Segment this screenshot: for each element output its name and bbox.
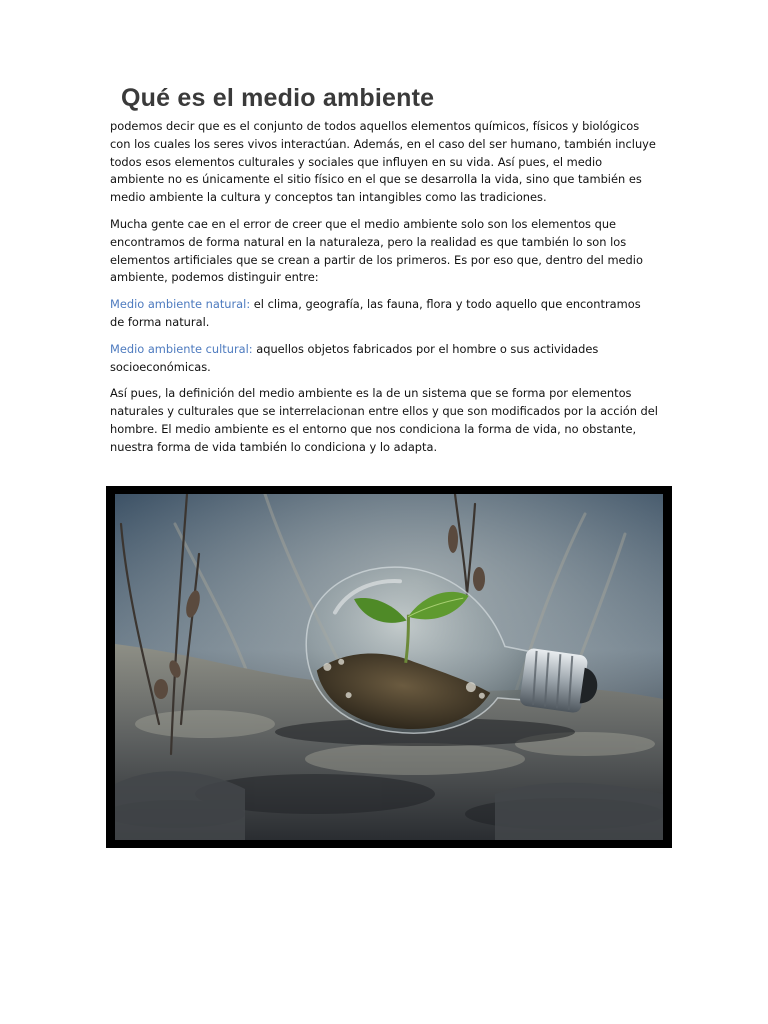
cultural-environment-item: [110, 341, 658, 377]
page-title: Qué es el medio ambiente: [121, 84, 435, 112]
natural-environment-item: [110, 296, 658, 332]
natural-environment-term: Medio ambiente natural:: [110, 297, 251, 312]
intro-paragraph: podemos decir que es el conjunto de todos aquellos elementos químicos, físicos y biológicos con los cuales los seres vivos interactúan. Además, en el caso del ser humano, también incluye todos esos elementos culturales y sociales que influyen en su vida. Así pues, el medio ambiente no es únicamente el sitio físico en el que se desarrolla la vida, sino que también es medio ambiente la cultura y conceptos tan intangibles como las tradiciones.: [110, 119, 656, 205]
document-body: [110, 118, 658, 466]
cultural-environment-text: aquellos objetos fabricados por el hombre o sus actividades socioeconómicas.: [110, 341, 599, 374]
cultural-environment-term: Medio ambiente cultural:: [110, 341, 253, 356]
lightbulb-plant-photo: [115, 494, 663, 840]
distinction-paragraph: Mucha gente cae en el error de creer que el medio ambiente solo son los elementos que encontramos de forma natural en la naturaleza, pero la realidad es que también lo son los elementos artificiales que se crean a partir de los primeros. Es por eso que, dentro del medio ambiente, podemos distinguir entre:: [110, 216, 643, 285]
image-frame: [106, 486, 672, 848]
natural-environment-text: el clima, geografía, las fauna, flora y todo aquello que encontramos de forma natural.: [110, 297, 641, 329]
definition-paragraph: Así pues, la definición del medio ambiente es la de un sistema que se forma por elementos naturales y culturales que se interrelacionan entre ellos y que son modificados por la acción del hombre. El medio ambiente es el entorno que nos condiciona la forma de vida, no obstante, nuestra forma de vida también lo condiciona y lo adapta.: [110, 386, 658, 454]
